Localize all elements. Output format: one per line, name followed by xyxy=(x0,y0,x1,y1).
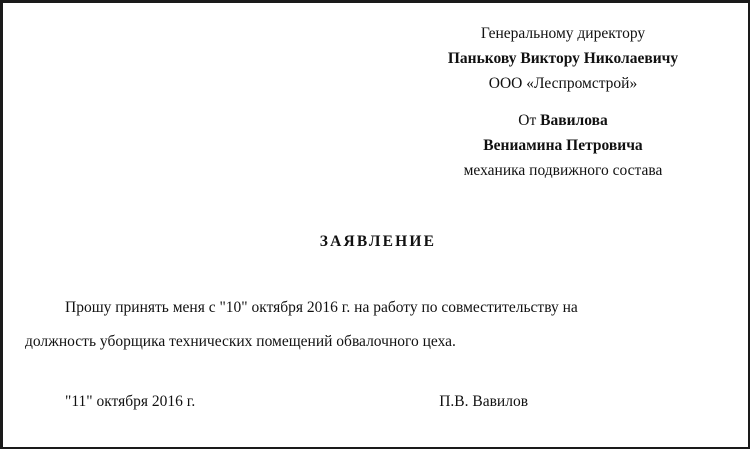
addressee-organization: ООО «Леспромстрой» xyxy=(488,75,638,92)
document-title: ЗАЯВЛЕНИЕ xyxy=(319,233,437,250)
sender-surname: Вавилова xyxy=(540,112,608,129)
footer-date: "11" октября 2016 г. xyxy=(65,393,196,410)
footer-signature: П.В. Вавилов xyxy=(439,393,529,410)
sender-surname-line xyxy=(398,108,728,133)
document-footer xyxy=(3,393,750,411)
body-line-1: Прошу принять меня с "10" октября 2016 г. на работу по совместительству на xyxy=(65,299,578,316)
document-body xyxy=(25,291,725,359)
body-line-2: должность уборщика технических помещений обвалочного цеха. xyxy=(25,333,456,350)
addressee-name: Панькову Виктору Николаевичу xyxy=(447,50,679,67)
addressee-position: Генеральному директору xyxy=(480,25,646,42)
sender-from-label: От xyxy=(518,112,537,129)
addressee-block xyxy=(398,21,728,96)
sender-block xyxy=(398,108,728,183)
sender-given-name: Вениамина Петровича xyxy=(483,137,643,154)
sender-position: механика подвижного состава xyxy=(463,162,663,179)
